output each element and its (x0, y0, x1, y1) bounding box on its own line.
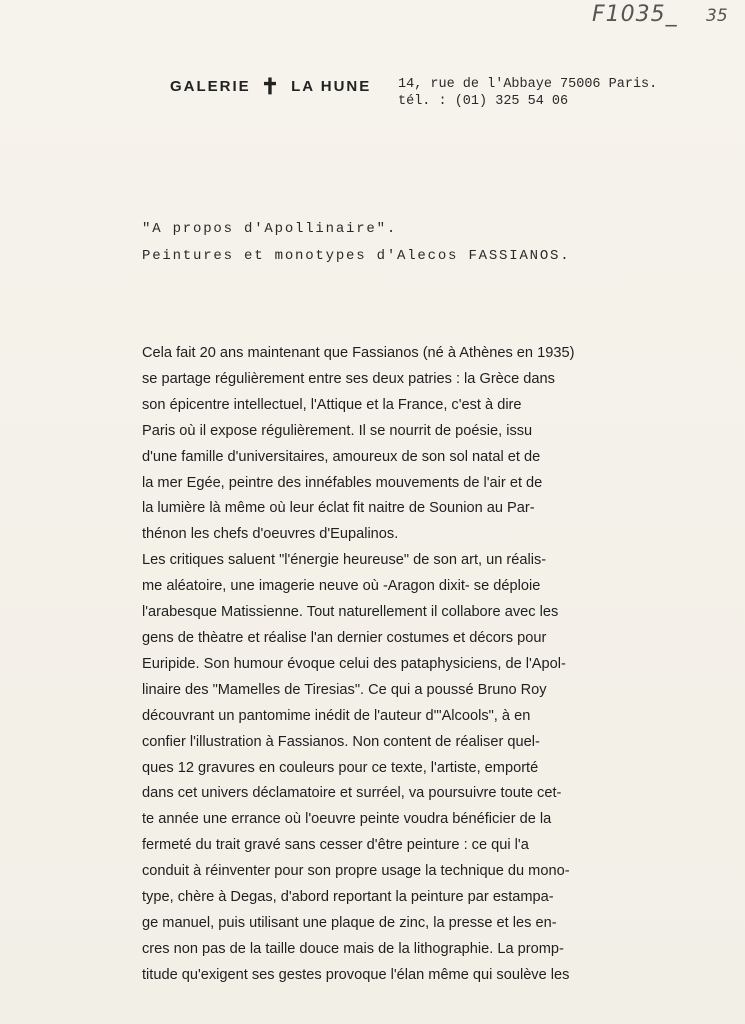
handwritten-page-number: 35 (706, 6, 728, 26)
body-line: cres non pas de la taille douce mais de la lithographie. La promp- (142, 940, 564, 957)
body-line: gens de thèatre et réalise l'an dernier costumes et décors pour (142, 629, 547, 646)
body-line: découvrant un pantomime inédit de l'auteur d'"Alcools", à en (142, 707, 531, 724)
body-line: la mer Egée, peintre des innéfables mouvements de l'air et de (142, 474, 543, 491)
body-line: thénon les chefs d'oeuvres d'Eupalinos. (142, 526, 399, 543)
title-line-2: Peintures et monotypes d'Alecos FASSIANOS. (142, 248, 571, 264)
body-line: Cela fait 20 ans maintenant que Fassianos (né à Athènes en 1935) (142, 345, 575, 361)
body-line: conduit à réinventer pour son propre usage la technique du mono- (142, 863, 570, 880)
gallery-name-right: LA HUNE (291, 78, 372, 95)
body-line: Euripide. Son humour évoque celui des pataphysiciens, de l'Apol- (142, 655, 566, 672)
body-line: d'une famille d'universitaires, amoureux de son sol natal et de (142, 448, 541, 465)
body-text (142, 341, 682, 989)
body-line: Les critiques saluent "l'énergie heureuse" de son art, un réalis- (142, 552, 547, 569)
title-line-1: "A propos d'Apollinaire". (142, 221, 398, 237)
address-phone: tél. : (01) 325 54 06 (398, 94, 569, 109)
body-line: se partage régulièrement entre ses deux patries : la Grèce dans (142, 370, 555, 387)
body-line: ge manuel, puis utilisant une plaque de zinc, la presse et les en- (142, 914, 557, 931)
body-line: type, chère à Degas, d'abord reportant la peinture par estampa- (142, 889, 554, 906)
body-line: te année une errance où l'oeuvre peinte voudra bénéficier de la (142, 811, 552, 828)
gallery-address (398, 76, 657, 110)
body-line: son épicentre intellectuel, l'Attique et la France, c'est à dire (142, 396, 522, 413)
document-title (142, 216, 570, 270)
body-line: linaire des "Mamelles de Tiresias". Ce qui a poussé Bruno Roy (142, 681, 547, 698)
gallery-name (170, 74, 372, 99)
address-street: 14, rue de l'Abbaye 75006 Paris. (398, 77, 658, 92)
body-line: confier l'illustration à Fassianos. Non content de réaliser quel- (142, 733, 540, 750)
body-line: titude qu'exigent ses gestes provoque l'élan même qui soulève les (142, 966, 570, 983)
body-line: l'arabesque Matissienne. Tout naturellement il collabore avec les (142, 604, 559, 621)
body-line: Paris où il expose régulièrement. Il se nourrit de poésie, issu (142, 422, 533, 439)
body-line: ques 12 gravures en couleurs pour ce texte, l'artiste, emporté (142, 759, 539, 776)
body-line: la lumière là même où leur éclat fit naitre de Sounion au Par- (142, 500, 535, 517)
handwritten-reference: F1035_ (592, 2, 678, 27)
cross-icon: ✝ (260, 74, 282, 99)
body-line: me aléatoire, une imagerie neuve où -Aragon dixit- se déploie (142, 578, 541, 595)
body-line: fermeté du trait gravé sans cesser d'être peinture : ce qui l'a (142, 837, 529, 854)
gallery-name-left: GALERIE (170, 78, 251, 95)
body-line: dans cet univers déclamatoire et surréel, va poursuivre toute cet- (142, 785, 562, 802)
